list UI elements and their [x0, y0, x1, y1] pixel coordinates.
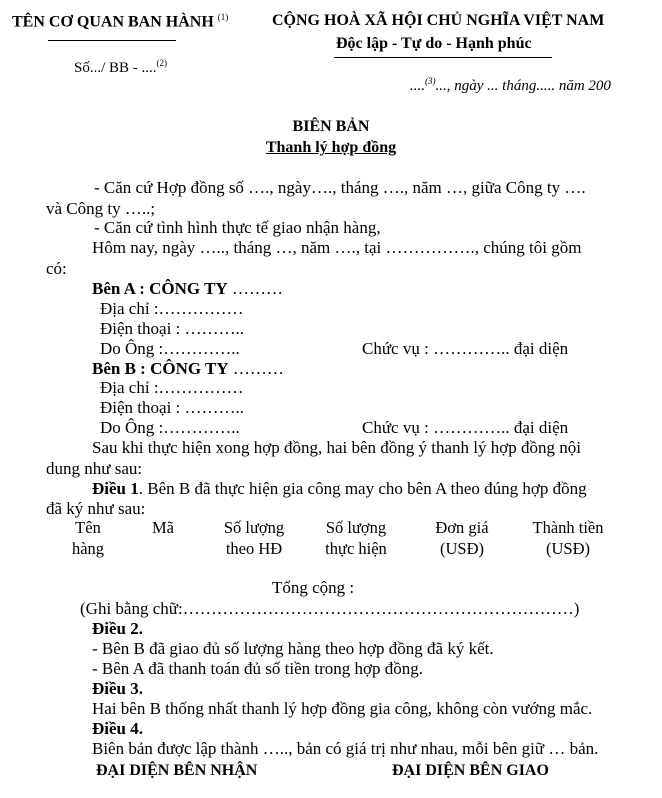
- country-name: CỘNG HOÀ XÃ HỘI CHỦ NGHĨA VIỆT NAM: [272, 12, 605, 29]
- col-code-line1: Mã: [152, 518, 174, 537]
- signature-receiver: ĐẠI DIỆN BÊN NHẬN: [96, 762, 258, 779]
- agency-name: TÊN CƠ QUAN BAN HÀNH: [12, 13, 214, 31]
- article-4-label: Điều 4.: [92, 719, 143, 738]
- document-title: BIÊN BẢN: [292, 118, 370, 135]
- document-number-line: [74, 58, 167, 77]
- party-a-position: Chức vụ : ………….. đại diện: [362, 339, 569, 358]
- article-3-text: Hai bên B thống nhất thanh lý hợp đồng gia công, không còn vướng mắc.: [92, 699, 593, 718]
- col-actual-qty: [312, 517, 400, 559]
- party-b-position: Chức vụ : ………….. đại diện: [362, 418, 569, 437]
- article-3-label-text: Điều 3: [92, 679, 139, 698]
- col-goods-name-line2: hàng: [71, 539, 105, 558]
- col-unit-price: [420, 517, 504, 559]
- article-2-label: Điều 2.: [92, 619, 143, 638]
- basis-1-cont: và Công ty …..;: [46, 199, 156, 218]
- article-4-text: Biên bản được lập thành ….., bản có giá trị như nhau, mỗi bên giữ … bản.: [92, 739, 599, 758]
- party-a-phone: Điện thoại : ………..: [100, 319, 245, 338]
- party-a-representative: Do Ông :…………..: [100, 339, 240, 358]
- party-b-title-dots: ………: [232, 359, 284, 378]
- col-amount-line1: Thành tiền: [532, 518, 604, 537]
- meeting-line: Hôm nay, ngày ….., tháng …, năm …., tại ……………., chúng tôi gồm: [92, 238, 582, 257]
- col-code: [138, 517, 188, 538]
- agency-underline: [48, 40, 176, 41]
- basis-1: - Căn cứ Hợp đồng số …., ngày…., tháng …., năm …, giữa Công ty ….: [94, 178, 586, 197]
- article-1-label: Điều 1: [92, 479, 139, 498]
- date-line: ..., ngày ... tháng..... năm 200: [435, 78, 611, 94]
- party-b-phone: Điện thoại : ………..: [100, 398, 245, 417]
- party-a-title: Bên A : CÔNG TY: [92, 279, 228, 298]
- signature-sender: ĐẠI DIỆN BÊN GIAO: [392, 762, 549, 779]
- total-label: Tổng cộng :: [272, 578, 355, 597]
- agreement-line: Sau khi thực hiện xong hợp đồng, hai bên đồng ý thanh lý hợp đồng nội: [92, 438, 581, 457]
- article-2-label-text: Điều 2: [92, 619, 139, 638]
- party-b-title-line: [92, 359, 284, 379]
- col-contract-qty-line1: Số lượng: [223, 518, 285, 537]
- motto-underline: [334, 57, 552, 58]
- motto: Độc lập - Tự do - Hạnh phúc: [336, 35, 532, 52]
- place-date-line: [410, 76, 611, 95]
- total-in-words: (Ghi bằng chữ:……………………………………………………………): [80, 599, 580, 618]
- document-number: Số.../ BB - ....: [74, 60, 157, 76]
- place-footnote: (3): [425, 76, 436, 86]
- document-subtitle-text: Thanh lý hợp đồng: [265, 139, 397, 156]
- agency-name-line: [12, 12, 228, 31]
- meeting-line-cont: có:: [46, 259, 67, 278]
- col-unit-price-line1: Đơn giá: [435, 518, 489, 537]
- basis-2: - Căn cứ tình hình thực tế giao nhận hàng,: [94, 218, 381, 237]
- document-number-footnote: (2): [156, 58, 168, 68]
- party-b-address: Địa chỉ :……………: [100, 378, 244, 397]
- col-contract-qty-line2: theo HĐ: [225, 539, 283, 558]
- agreement-line-cont: dung như sau:: [46, 459, 143, 478]
- article-1-text: . Bên B đã thực hiện gia công may cho bên A theo đúng hợp đồng: [138, 479, 587, 498]
- article-1-cont: đã ký như sau:: [46, 499, 146, 518]
- article-1: [92, 479, 587, 499]
- party-a-title-dots: ………: [231, 279, 283, 298]
- col-amount: [520, 517, 616, 559]
- document-subtitle: [0, 139, 662, 157]
- col-goods-name: [58, 517, 118, 559]
- col-amount-line2: (USĐ): [546, 539, 590, 558]
- col-unit-price-line2: (USĐ): [440, 539, 484, 558]
- party-b-representative: Do Ông :…………..: [100, 418, 240, 437]
- col-contract-qty: [210, 517, 298, 559]
- col-actual-qty-line2: thực hiện: [325, 539, 387, 558]
- agency-footnote: (1): [217, 12, 229, 22]
- party-a-address: Địa chỉ :……………: [100, 299, 244, 318]
- col-goods-name-line1: Tên: [75, 518, 101, 537]
- article-3-label: Điều 3.: [92, 679, 143, 698]
- party-a-title-line: [92, 279, 283, 299]
- article-2-item: - Bên A đã thanh toán đủ số tiền trong hợp đồng.: [92, 659, 424, 678]
- party-b-title: Bên B : CÔNG TY: [92, 359, 229, 378]
- article-2-item: - Bên B đã giao đủ số lượng hàng theo hợp đồng đã ký kết.: [92, 639, 494, 658]
- place-prefix: ....: [410, 78, 425, 94]
- col-actual-qty-line1: Số lượng: [325, 518, 387, 537]
